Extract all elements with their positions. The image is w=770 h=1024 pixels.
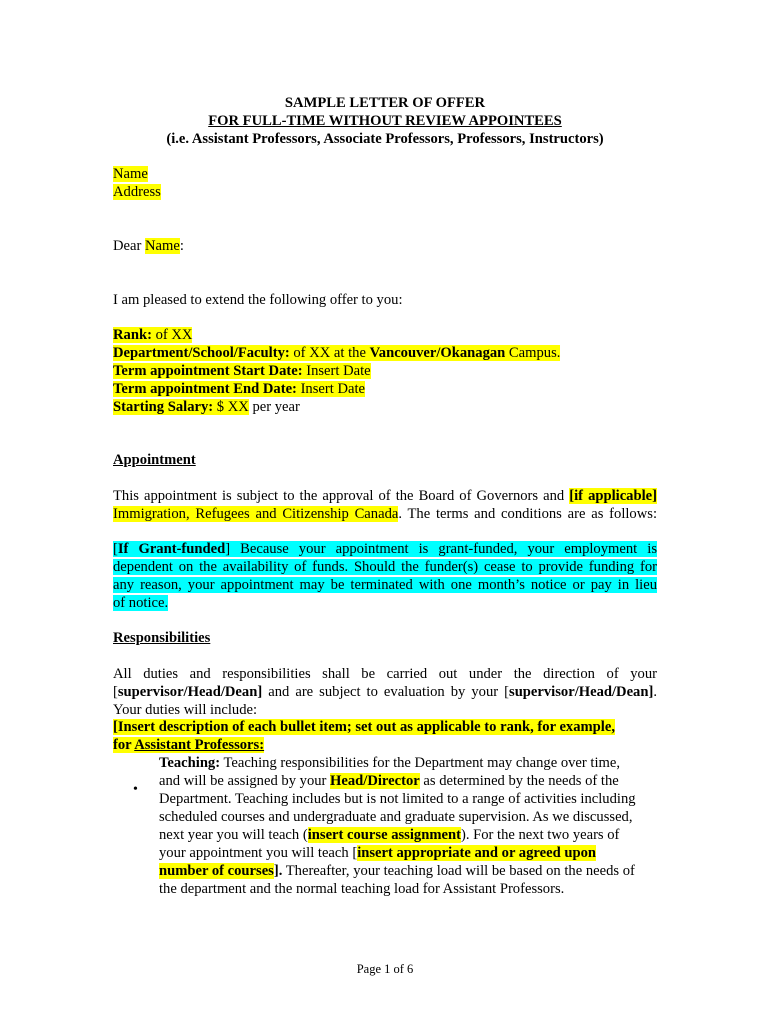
grant-funded-paragraph xyxy=(113,540,657,612)
teaching-text-7c: Thereafter, your teaching load will be based on the needs of xyxy=(282,863,635,879)
recipient-address-text: Address xyxy=(113,184,161,200)
teaching-text-2a: and will be assigned by your xyxy=(159,773,331,789)
appointment-text-b: . The terms and conditions are as follows: xyxy=(398,506,657,522)
teaching-head-director: Head/Director xyxy=(330,773,420,789)
offer-salary-value: $ XX xyxy=(213,399,249,415)
insert-for: for xyxy=(113,737,135,753)
salutation-suffix: : xyxy=(179,238,184,254)
recipient-address xyxy=(113,183,161,201)
grant-row-2 xyxy=(113,558,657,576)
grant-text-4: of notice. xyxy=(113,595,169,611)
insert-text-a: [Insert description of each bullet item; set out as applicable to rank xyxy=(113,719,531,735)
teaching-label: Teaching: xyxy=(159,755,221,771)
teaching-course-assignment: insert course assignment xyxy=(307,827,461,843)
teaching-row-5 xyxy=(159,826,657,844)
offer-end-value: Insert Date xyxy=(296,381,365,397)
appointment-ircc: Immigration, Refugees and Citizenship Canada xyxy=(113,506,399,522)
teaching-close-bracket: ]. xyxy=(273,863,283,879)
offer-salary xyxy=(113,398,300,416)
salutation-name: Name xyxy=(145,238,180,254)
teaching-row-4: scheduled courses and undergraduate and graduate supervision. As we discussed, xyxy=(159,809,633,825)
teaching-text-6a: your appointment you will teach [ xyxy=(159,845,358,861)
teaching-paragraph xyxy=(159,754,657,898)
page-number: Page 1 of 6 xyxy=(356,962,414,976)
grant-text-3: any reason, your appointment may be terminated with one month’s notice or pay in lieu xyxy=(113,577,657,593)
teaching-row-3: Department. Teaching includes but is not limited to a range of activities including xyxy=(159,791,636,807)
resp-row-2 xyxy=(113,683,657,701)
salutation xyxy=(113,237,184,255)
appointment-row-1 xyxy=(113,487,657,505)
teaching-text-5c: ). For the next two years of xyxy=(460,827,620,843)
teaching-row-6 xyxy=(159,844,657,862)
appointment-text-a: This appointment is subject to the approval of the Board of Governors and xyxy=(113,488,570,504)
grant-label: If Grant-funded xyxy=(117,541,226,557)
teaching-text-5a: next year you will teach ( xyxy=(159,827,308,843)
teaching-row-7 xyxy=(159,862,657,880)
appointment-row-2 xyxy=(113,505,657,523)
recipient-name-text: Name xyxy=(113,166,148,182)
title-line-2-text: FOR FULL-TIME WITHOUT REVIEW APPOINTEES xyxy=(208,113,562,129)
resp-text-e: . xyxy=(653,684,657,700)
appointment-if-applicable: [if applicable] xyxy=(569,488,657,504)
grant-row-1 xyxy=(113,540,657,558)
offer-salary-label: Starting Salary: xyxy=(113,399,214,415)
appointment-paragraph xyxy=(113,487,657,523)
resp-row-3: Your duties will include: xyxy=(113,702,258,718)
teaching-row-8: the department and the normal teaching load for Assistant Professors. xyxy=(159,881,565,897)
insert-instruction-line-1 xyxy=(113,718,615,736)
responsibilities-heading-text: Responsibilities xyxy=(113,630,211,646)
offer-salary-suffix: per year xyxy=(248,399,300,415)
recipient-name xyxy=(113,165,148,183)
teaching-text-2c: as determined by the needs of the xyxy=(419,773,619,789)
appointment-heading-text: Appointment xyxy=(113,452,196,468)
offer-dept-value-b: Campus. xyxy=(505,345,561,361)
appointment-heading xyxy=(113,451,196,469)
resp-supervisor-1: supervisor/Head/Dean] xyxy=(117,684,263,700)
offer-department xyxy=(113,344,560,362)
responsibilities-heading xyxy=(113,629,210,647)
insert-assistant-professors: Assistant Professors: xyxy=(134,737,265,753)
grant-open-bracket: [ xyxy=(113,541,118,557)
responsibilities-paragraph xyxy=(113,665,657,719)
resp-text-a: [ xyxy=(113,684,118,700)
title-line-3: (i.e. Assistant Professors, Associate Professors, Professors, Instructors) xyxy=(166,131,604,147)
offer-end-label: Term appointment End Date: xyxy=(113,381,297,397)
offer-rank xyxy=(113,326,192,344)
teaching-courses-insert: insert appropriate and or agreed upon xyxy=(357,845,596,861)
offer-start-value: Insert Date xyxy=(302,363,371,379)
insert-instruction-line-2 xyxy=(113,736,264,754)
grant-text-1: ] Because your appointment is grant-funded, your employment is xyxy=(225,541,657,557)
resp-text-c: and are subject to evaluation by your [ xyxy=(262,684,510,700)
insert-text-b: , for example, xyxy=(530,719,615,735)
offer-dept-value-a: of XX at the xyxy=(289,345,370,361)
salutation-prefix: Dear xyxy=(113,238,146,254)
teaching-row-2 xyxy=(159,772,657,790)
offer-end-date xyxy=(113,380,365,398)
intro-text: I am pleased to extend the following offer to you: xyxy=(113,292,403,308)
grant-row-3 xyxy=(113,576,657,594)
title-line-1: SAMPLE LETTER OF OFFER xyxy=(284,95,486,111)
teaching-number-of-courses: number of courses xyxy=(159,863,274,879)
grant-row-4 xyxy=(113,594,657,612)
bullet-icon: • xyxy=(133,782,138,797)
offer-start-date xyxy=(113,362,371,380)
offer-dept-campus: Vancouver/Okanagan xyxy=(369,345,506,361)
offer-start-label: Term appointment Start Date: xyxy=(113,363,303,379)
teaching-row-1 xyxy=(159,754,657,772)
grant-text-2: dependent on the availability of funds. Should the funder(s) cease to provide funding for xyxy=(113,559,657,575)
offer-dept-label: Department/School/Faculty: xyxy=(113,345,290,361)
offer-rank-value: of XX xyxy=(151,327,193,343)
offer-rank-label: Rank: xyxy=(113,327,152,343)
resp-supervisor-2: supervisor/Head/Dean] xyxy=(509,684,654,700)
teaching-text-1: Teaching responsibilities for the Department may change over time, xyxy=(220,755,621,771)
title-line-2 xyxy=(0,112,770,130)
resp-row-1: All duties and responsibilities shall be carried out under the direction of your xyxy=(113,666,657,682)
